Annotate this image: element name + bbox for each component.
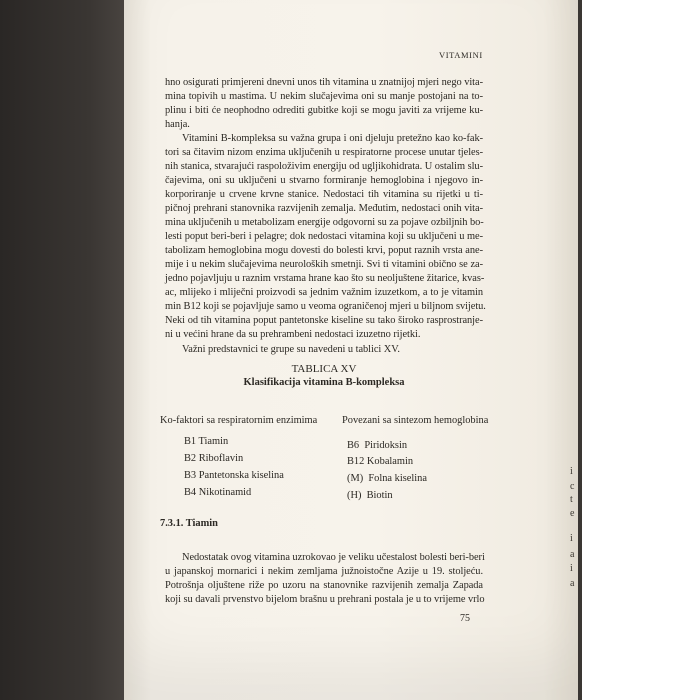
paragraph-1-line: hanja. [165,119,190,130]
paragraph-2-line: tabolizam hemoglobina mogu dovesti do bolesti krvi, poput raznih vrsta ane- [165,245,483,256]
paragraph-2-line: mina uključenih u metabolizam energije odgovorni su za pojave ozbiljnih bo- [165,217,484,228]
next-page-letter: i [570,466,573,477]
paragraph-3: Važni predstavnici te grupe su navedeni u tablici XV. [182,344,400,355]
paragraph-2-line: ac, mlijeko i mliječni proizvodi sa jednim važnim izuzetkom, a to je vitamin [165,287,483,298]
paragraph-1-line: plinu i biti će neophodno odrediti gubitke koji se mogu javiti za vrijeme ku- [165,105,483,116]
paragraph-2-line: Neki od tih vitamina poput pantetonske kiseline su tako široko rasprostranje- [165,315,483,326]
paragraph-1-line: mina topivih u mastima. U nekim slučajevima oni su manje postojani na to- [165,91,483,102]
running-head: VITAMINI [439,50,483,60]
paragraph-2-line: korporiranje u crvene krvne stanice. Nedostaci tih vitamina su rijetki u ti- [165,189,483,200]
book-left-edge [0,0,128,700]
next-page-letter: t [570,494,573,505]
paragraph-2-line: pičnoj prehrani stanovnika razvijenih zemalja. Međutim, nedostaci onih vita- [165,203,483,214]
paragraph-2-line: mije i u nekim slučajevima neuroloških smetnji. Svi ti vitamini obično se za- [165,259,483,270]
next-page-letter: i [570,563,573,574]
table-title: TABLICA XV [291,363,357,375]
paragraph-4-line: Nedostatak ovog vitamina uzrokovao je veliku učestalost bolesti beri-beri [182,552,485,563]
table-right-item: (M) Folna kiselina [347,473,427,484]
paragraph-1-line: hno osigurati primjereni dnevni unos tih vitamina u znatnijoj mjeri nego vita- [165,77,483,88]
paragraph-2-line: čajevima, oni su uključeni u stvarno formiranje hemoglobina i njegovo in- [165,175,483,186]
paragraph-2-line: nih stanica, stvarajući raspoloživim energiju od ugljikohidrata. U ostalim slu- [165,161,483,172]
table-column-header-right: Povezani sa sintezom hemoglobina [342,415,489,426]
table-left-item: B3 Pantetonska kiselina [184,470,284,481]
paragraph-2-line: tori sa čitavim nizom enzima uključenih u respiratorne procese unutar tjeles- [165,147,483,158]
paragraph-2-line: jedno pojavljuju u raznim vrstama hrane kao što su neoljuštene žitarice, kvas- [165,273,485,284]
table-subtitle: Klasifikacija vitamina B-kompleksa [243,377,405,388]
table-right-item: (H) Biotin [347,490,393,501]
table-left-item: B4 Nikotinamid [184,487,252,498]
table-right-item: B6 Piridoksin [347,440,408,451]
paragraph-2-line: Vitamini B-kompleksa su važna grupa i oni djeluju pretežno kao ko-fak- [182,133,483,144]
table-right-item: B12 Kobalamin [347,456,414,467]
paragraph-2-line: lesti poput beri-beri i pelagre; dok nedostaci vitamina koji su uključeni u me- [165,231,483,242]
table-column-header-left: Ko-faktori sa respiratornim enzimima [160,415,318,426]
section-heading: 7.3.1. Tiamin [160,518,218,529]
paragraph-2-line: min B12 koji se pojavljuje samo u veoma ograničenoj mjeri u biljnom svijetu. [165,301,486,312]
page-number: 75 [460,613,470,624]
next-page-letter: a [570,549,575,560]
paragraph-4-line: koji su davali prvenstvo bijelom brašnu u prehrani postala je u to vrijeme vrlo [165,594,485,605]
paragraph-2-line: ni u većini hrane da su prehrambeni nedostaci izuzetno rijetki. [165,329,421,340]
next-page-letter: i [570,533,573,544]
table-left-item: B2 Riboflavin [184,453,244,464]
paragraph-4-line: Potrošnja oljuštene riže po uzoru na stanovnike razvijenih zemalja Zapada [165,580,483,591]
next-page-sliver [582,0,700,700]
paragraph-4-line: u japanskoj mornarici i nekim zemljama južnoistočne Azije u 19. stoljeću. [165,566,483,577]
next-page-letter: c [570,481,575,492]
table-left-item: B1 Tiamin [184,436,229,447]
next-page-letter: a [570,578,575,589]
next-page-letter: e [570,508,575,519]
